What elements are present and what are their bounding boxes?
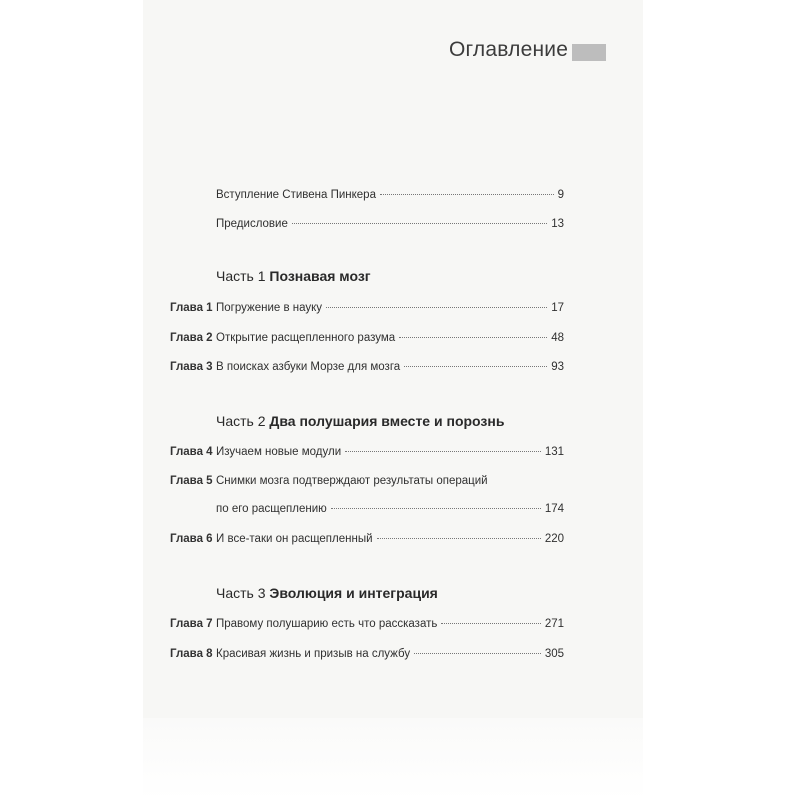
chapter-number: Глава 4 bbox=[170, 446, 213, 458]
page-number: 271 bbox=[544, 618, 564, 630]
dot-leader bbox=[292, 223, 547, 224]
page-title: Оглавление bbox=[449, 38, 569, 61]
dot-leader bbox=[345, 451, 541, 452]
dot-leader bbox=[331, 508, 541, 509]
part-name: Познавая мозг bbox=[269, 268, 371, 284]
chapter-number: Глава 7 bbox=[170, 618, 213, 630]
page-number: 131 bbox=[544, 446, 564, 458]
dot-leader bbox=[399, 337, 547, 338]
page-number: 305 bbox=[544, 648, 564, 660]
chapter-number: Глава 5 bbox=[170, 475, 213, 487]
title-marker-bar bbox=[572, 44, 606, 61]
page-number: 48 bbox=[551, 332, 564, 344]
part-prefix: Часть 1 bbox=[216, 268, 266, 284]
part-heading-3 bbox=[216, 585, 438, 601]
toc-entry-chapter-2[interactable] bbox=[170, 329, 564, 347]
dot-leader bbox=[326, 307, 547, 308]
entry-label: В поисках азбуки Морзе для мозга bbox=[216, 361, 401, 373]
part-prefix: Часть 2 bbox=[216, 413, 266, 429]
entry-label: Погружение в науку bbox=[216, 302, 323, 314]
toc-entry-chapter-4[interactable] bbox=[170, 443, 564, 461]
entry-label-continued: по его расщеплению bbox=[216, 503, 327, 515]
entry-label: Изучаем новые модули bbox=[216, 446, 342, 458]
part-heading-2 bbox=[216, 413, 504, 429]
entry-label: И все-таки он расщепленный bbox=[216, 533, 373, 545]
chapter-number: Глава 6 bbox=[170, 533, 213, 545]
page-edge bbox=[143, 718, 643, 800]
toc-entry-intro-pinker[interactable] bbox=[170, 186, 564, 204]
chapter-number: Глава 1 bbox=[170, 302, 213, 314]
page-number: 17 bbox=[551, 302, 564, 314]
part-heading-1 bbox=[216, 268, 371, 284]
chapter-number: Глава 3 bbox=[170, 361, 213, 373]
dot-leader bbox=[404, 366, 547, 367]
dot-leader bbox=[380, 194, 554, 195]
chapter-number: Глава 2 bbox=[170, 332, 213, 344]
entry-label: Красивая жизнь и призыв на службу bbox=[216, 648, 411, 660]
toc-entry-preface[interactable] bbox=[170, 215, 564, 233]
toc-entry-chapter-1[interactable] bbox=[170, 299, 564, 317]
toc-entry-chapter-5[interactable] bbox=[170, 472, 564, 490]
entry-label: Снимки мозга подтверждают результаты операций bbox=[216, 475, 488, 487]
toc-entry-chapter-5-cont[interactable] bbox=[170, 500, 564, 518]
page-number: 13 bbox=[551, 218, 564, 230]
part-name: Эволюция и интеграция bbox=[269, 585, 438, 601]
dot-leader bbox=[441, 623, 540, 624]
entry-label: Правому полушарию есть что рассказать bbox=[216, 618, 438, 630]
toc-entry-chapter-3[interactable] bbox=[170, 358, 564, 376]
toc-entry-chapter-8[interactable] bbox=[170, 645, 564, 663]
entry-label: Вступление Стивена Пинкера bbox=[216, 189, 376, 201]
entry-label: Открытие расщепленного разума bbox=[216, 332, 396, 344]
dot-leader bbox=[377, 538, 541, 539]
page-number: 220 bbox=[544, 533, 564, 545]
dot-leader bbox=[414, 653, 541, 654]
entry-label: Предисловие bbox=[216, 218, 288, 230]
page-number: 174 bbox=[544, 503, 564, 515]
part-prefix: Часть 3 bbox=[216, 585, 266, 601]
page-number: 93 bbox=[551, 361, 564, 373]
chapter-number: Глава 8 bbox=[170, 648, 213, 660]
page-number: 9 bbox=[557, 189, 564, 201]
part-name: Два полушария вместе и порознь bbox=[269, 413, 505, 429]
toc-entry-chapter-6[interactable] bbox=[170, 530, 564, 548]
toc-entry-chapter-7[interactable] bbox=[170, 615, 564, 633]
